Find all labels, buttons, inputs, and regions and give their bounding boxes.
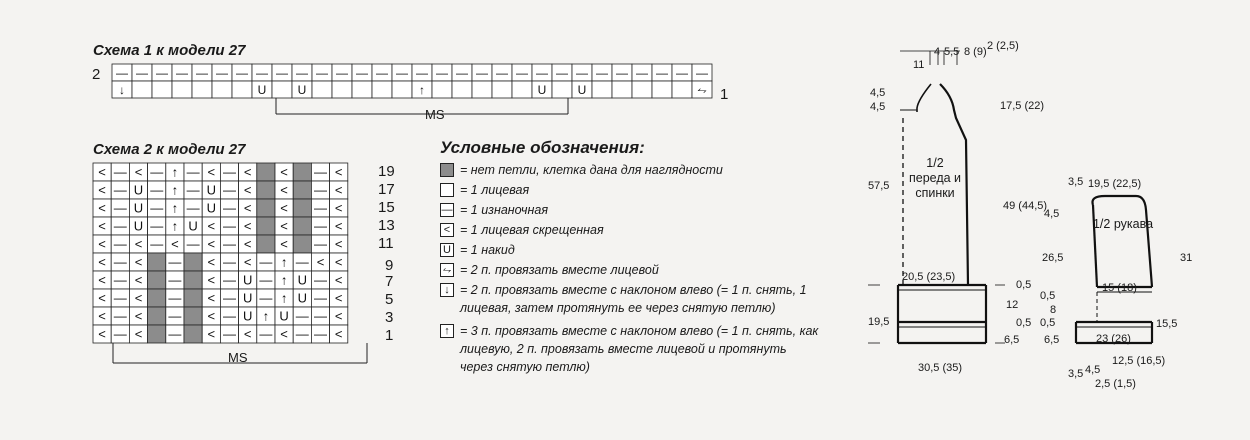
s2-cell-symbol: — (150, 236, 164, 252)
s2-cell-symbol: U (297, 290, 307, 306)
s2-cell (184, 307, 202, 325)
s2-row-11: 11 (378, 235, 394, 252)
s2-cell-symbol: — (150, 218, 164, 234)
s2-cell-symbol: — (113, 236, 127, 252)
s2-cell (293, 181, 311, 199)
body-left-575: 57,5 (868, 180, 890, 192)
s1-purl-symbol: — (256, 66, 268, 80)
scheme1-title: Схема 1 к модели 27 (93, 42, 246, 59)
s2-cell-symbol: < (243, 200, 252, 216)
s2-cell-symbol: < (334, 164, 343, 180)
s2-cell-symbol: ↑ (171, 182, 179, 198)
scheme1-ms-label: MS (425, 107, 445, 122)
body-right-12: 12 (1006, 299, 1019, 311)
s1-row1-cell (152, 81, 172, 98)
legend-item-sk2p: ↑ = 3 п. провязать вместе с наклоном влево (= 1 п. снять, как лицевую, 2 п. провязать вместе лицевой и протянуть через снятую петлю) (440, 322, 820, 376)
s2-cell-symbol: ↑ (171, 164, 179, 180)
body-right-175: 17,5 (22) (1000, 100, 1045, 112)
s1-purl-symbol: — (116, 66, 128, 80)
s2-cell (148, 307, 166, 325)
s2-cell-symbol: — (168, 326, 182, 342)
s1-purl-symbol: — (296, 66, 308, 80)
s2-cell-symbol: < (98, 272, 106, 288)
s2-cell-symbol: < (98, 182, 106, 198)
s2-cell-symbol: — (150, 200, 164, 216)
s2-cell-symbol: < (207, 326, 216, 342)
s2-cell-symbol: < (134, 308, 143, 324)
s2-cell-symbol: — (314, 308, 327, 324)
legend-item-ssk: ↓ = 2 п. провязать вместе с наклоном влево (= 1 п. снять, 1 лицевая, затем протянуть ее через снятую петлю) (440, 281, 820, 317)
s2-cell-symbol: < (280, 200, 288, 216)
s2-cell-symbol: — (186, 200, 200, 216)
legend-title: Условные обозначения: (440, 138, 645, 157)
s1-purl-symbol: — (316, 66, 328, 80)
sleeve-left-05b: 0,5 (1040, 317, 1056, 329)
s2-row-1: 1 (385, 327, 394, 344)
s2-cell-symbol: < (98, 254, 106, 270)
arrow-down-icon: ↓ (440, 283, 454, 297)
s2-cell-symbol: — (314, 326, 327, 342)
sleeve-bottom-45: 4,5 (1085, 364, 1101, 376)
body-right-49: 49 (44,5) (1003, 200, 1048, 212)
sleeve-bottom-125: 12,5 (16,5) (1112, 355, 1166, 367)
s2-cell (184, 289, 202, 307)
body-left-195: 19,5 (868, 316, 890, 328)
scheme2-ms-label: MS (228, 350, 248, 365)
s2-cell (257, 217, 275, 235)
s2-cell-symbol: < (207, 254, 216, 270)
s1-purl-symbol: — (656, 66, 668, 80)
s1-row1-cell (352, 81, 372, 98)
s1-purl-symbol: — (276, 66, 288, 80)
s2-cell-symbol: < (134, 164, 143, 180)
s2-cell-symbol: — (259, 272, 273, 288)
s1-purl-symbol: — (476, 66, 488, 80)
s2-cell-symbol: — (113, 164, 127, 180)
s1-purl-symbol: — (376, 66, 388, 80)
s1-purl-symbol: — (436, 66, 448, 80)
s1-row1-symbol: U (257, 83, 267, 97)
s2-cell (257, 181, 275, 199)
s2-cell-symbol: < (134, 290, 143, 306)
s2-cell-symbol: ↑ (280, 254, 288, 270)
s2-cell-symbol: — (186, 236, 200, 252)
s2-cell-symbol: < (334, 308, 343, 324)
s2-cell-symbol: U (243, 308, 253, 324)
s2-cell-symbol: — (295, 254, 309, 270)
s1-purl-symbol: — (536, 66, 548, 80)
s1-purl-symbol: — (516, 66, 528, 80)
s2-cell (257, 199, 275, 217)
s2-cell-symbol: — (113, 290, 127, 306)
legend-item-purl: — = 1 изнаночная (441, 203, 549, 217)
s1-purl-symbol: — (216, 66, 228, 80)
s2-cell (257, 235, 275, 253)
s2-cell-symbol: — (113, 326, 127, 342)
s2-cell-symbol: < (98, 308, 106, 324)
s2-cell-symbol: — (259, 254, 273, 270)
s2-cell-symbol: < (134, 272, 143, 288)
s1-purl-symbol: — (636, 66, 648, 80)
s1-purl-symbol: — (416, 66, 428, 80)
s2-row-13: 13 (378, 217, 395, 234)
s2-cell-symbol: — (113, 218, 127, 234)
s1-purl-symbol: — (136, 66, 148, 80)
s2-cell-symbol: — (113, 272, 127, 288)
s1-row1-symbol: U (297, 83, 307, 97)
s2-cell (148, 253, 166, 271)
s2-cell (148, 271, 166, 289)
s2-row-19: 19 (378, 163, 395, 180)
s2-cell-symbol: U (279, 308, 289, 324)
s2-cell-symbol: ↑ (280, 290, 288, 306)
s1-row1-cell (212, 81, 232, 98)
sleeve-label: 1/2 рукава (1092, 217, 1154, 231)
s2-cell-symbol: < (207, 218, 216, 234)
s1-row1-cell (392, 81, 412, 98)
s2-cell-symbol: — (314, 290, 327, 306)
s2-cell-symbol: U (243, 290, 253, 306)
s2-cell-symbol: — (168, 308, 182, 324)
s2-cell-symbol: — (223, 326, 236, 342)
s2-cell-symbol: — (113, 200, 127, 216)
s1-purl-symbol: — (456, 66, 468, 80)
s1-row1-cell (232, 81, 252, 98)
s2-cell-symbol: — (223, 218, 236, 234)
s1-row1-symbol: ⥊ (697, 83, 707, 97)
s2-cell-symbol: — (259, 326, 273, 342)
sleeve-left-05a: 0,5 (1040, 290, 1056, 302)
s1-purl-symbol: — (696, 66, 708, 80)
s1-row1-cell (472, 81, 492, 98)
s2-cell-symbol: — (223, 200, 236, 216)
s2-row-15: 15 (378, 199, 395, 216)
sleeve-bottom-25: 2,5 (1,5) (1095, 378, 1136, 390)
s2-cell-symbol: < (334, 182, 343, 198)
s2-cell (293, 199, 311, 217)
s2-cell-symbol: < (98, 200, 106, 216)
s1-row1-cell (652, 81, 672, 98)
s1-purl-symbol: — (156, 66, 168, 80)
legend-item-crossed: < = 1 лицевая скрещенная (440, 221, 604, 239)
body-top-2: 2 (2,5) (987, 40, 1019, 52)
s1-purl-symbol: — (356, 66, 368, 80)
s2-cell-symbol: < (334, 272, 343, 288)
s2-cell (293, 163, 311, 181)
arrow-up-icon: ↑ (440, 324, 454, 338)
s2-cell-symbol: < (243, 326, 252, 342)
scheme1-row-label-2: 2 (92, 66, 101, 83)
legend-item-no-stitch: = нет петли, клетка дана для наглядности (440, 161, 723, 179)
s1-purl-symbol: — (236, 66, 248, 80)
s2-cell (148, 289, 166, 307)
scheme2-title: Схема 2 к модели 27 (93, 141, 246, 158)
scheme2-grid (93, 163, 367, 363)
s1-purl-symbol: — (596, 66, 608, 80)
s2-row-9: 9 (385, 257, 394, 274)
s2-cell (257, 163, 275, 181)
s2-cell-symbol: < (243, 182, 252, 198)
s2-cell-symbol: U (133, 200, 144, 216)
sleeve-left-265: 26,5 (1042, 252, 1064, 264)
s2-cell-symbol: < (134, 236, 143, 252)
s1-row1-cell (672, 81, 692, 98)
sleeve-top-35: 3,5 (1068, 176, 1084, 188)
s1-row1-symbol: U (577, 83, 587, 97)
sleeve-left-65: 6,5 (1044, 334, 1060, 346)
s2-cell-symbol: U (188, 218, 198, 234)
s2-cell-symbol: < (280, 236, 288, 252)
s2-cell-symbol: < (280, 164, 288, 180)
s1-row1-cell (612, 81, 632, 98)
s1-row1-cell (432, 81, 452, 98)
sleeve-bottom-35: 3,5 (1068, 368, 1084, 380)
s1-row1-cell (132, 81, 152, 98)
s2-cell-symbol: — (113, 182, 127, 198)
s2-cell-symbol: — (223, 164, 236, 180)
s1-row1-cell (172, 81, 192, 98)
body-left-45b: 4,5 (870, 101, 886, 113)
s2-cell-symbol: < (334, 200, 343, 216)
s2-cell-symbol: — (150, 164, 164, 180)
less-than-icon: < (440, 223, 454, 237)
sleeve-lower: 23 (26) (1096, 333, 1131, 345)
s2-cell-symbol: U (206, 182, 216, 198)
sleeve-top-195: 19,5 (22,5) (1088, 178, 1142, 190)
s2-cell (184, 325, 202, 343)
s2-cell-symbol: — (314, 182, 327, 198)
s2-cell-symbol: — (186, 164, 200, 180)
s1-purl-symbol: — (576, 66, 588, 80)
dash-icon: — (441, 204, 453, 216)
s2-cell-symbol: < (280, 182, 288, 198)
s2-cell-symbol: — (113, 308, 127, 324)
s2-cell-symbol: — (223, 182, 236, 198)
legend-item-knit: = 1 лицевая (440, 181, 529, 199)
s2-cell-symbol: U (133, 218, 144, 234)
s2-cell-symbol: — (223, 236, 236, 252)
s2-cell-symbol: — (314, 272, 327, 288)
s1-purl-symbol: — (496, 66, 508, 80)
s2-cell-symbol: U (133, 182, 144, 198)
s2-cell-symbol: < (243, 254, 252, 270)
body-bottom: 30,5 (35) (918, 362, 963, 374)
s2-cell-symbol: < (243, 236, 252, 252)
body-label: 1/2 переда и спинки (908, 156, 962, 200)
s1-purl-symbol: — (676, 66, 688, 80)
scheme1-row-label-1: 1 (720, 86, 729, 103)
s2-cell-symbol: < (171, 236, 179, 252)
s1-row1-cell (632, 81, 652, 98)
body-top-11: 11 (913, 59, 925, 71)
s2-cell-symbol: < (207, 164, 216, 180)
sleeve-right-31: 31 (1180, 252, 1193, 264)
sleeve-left-8: 8 (1050, 304, 1057, 316)
s2-cell-symbol: — (168, 272, 182, 288)
s2-cell-symbol: — (168, 254, 182, 270)
s2-cell-symbol: < (207, 236, 216, 252)
s2-cell-symbol: — (314, 218, 327, 234)
s2-cell (148, 325, 166, 343)
s2-cell-symbol: ↑ (171, 200, 179, 216)
s2-cell-symbol: < (207, 308, 216, 324)
body-right-05a: 0,5 (1016, 279, 1032, 291)
s2-cell-symbol: < (280, 326, 288, 342)
s2-cell-symbol: — (295, 308, 309, 324)
s2-row-3: 3 (385, 309, 394, 326)
s2-cell-symbol: < (98, 290, 106, 306)
s2-cell (184, 271, 202, 289)
s1-row1-cell (372, 81, 392, 98)
s2-cell-symbol: < (243, 164, 252, 180)
grey-cell-icon (440, 163, 454, 177)
s2-cell-symbol: — (314, 236, 327, 252)
s1-row1-symbol: ↑ (419, 83, 425, 97)
s2-cell-symbol: — (186, 182, 200, 198)
s2-row-17: 17 (378, 181, 395, 198)
sleeve-left-45: 4,5 (1044, 208, 1060, 220)
s2-cell-symbol: < (207, 290, 216, 306)
body-chest: 20,5 (23,5) (902, 271, 956, 283)
s2-cell-symbol: — (223, 272, 236, 288)
s2-cell-symbol: < (134, 254, 143, 270)
s2-cell-symbol: — (259, 290, 273, 306)
sleeve-right-155: 15,5 (1156, 318, 1178, 330)
u-icon: U (440, 243, 454, 257)
s2-cell-symbol: ↑ (171, 218, 179, 234)
s1-row1-cell (592, 81, 612, 98)
s2-cell-symbol: — (168, 290, 182, 306)
s1-row1-cell (492, 81, 512, 98)
s1-purl-symbol: — (396, 66, 408, 80)
s2-cell (293, 217, 311, 235)
legend-item-yarnover: U = 1 накид (440, 241, 515, 259)
s1-row1-cell (192, 81, 212, 98)
s2-cell-symbol: ↑ (280, 272, 288, 288)
k2tog-icon: ⥊ (440, 263, 454, 277)
body-top-55: 5,5 (944, 46, 960, 58)
s1-purl-symbol: — (616, 66, 628, 80)
s2-cell-symbol: < (98, 218, 106, 234)
scheme1-grid (112, 64, 712, 114)
s1-row1-cell (552, 81, 572, 98)
s1-purl-symbol: — (196, 66, 208, 80)
body-left-45a: 4,5 (870, 87, 886, 99)
s1-row1-cell (272, 81, 292, 98)
s2-cell-symbol: < (334, 254, 343, 270)
s2-cell-symbol: < (334, 290, 343, 306)
s2-cell-symbol: — (150, 182, 164, 198)
s1-row1-cell (332, 81, 352, 98)
s2-cell-symbol: U (206, 200, 216, 216)
sleeve-upper: 15 (18) (1102, 282, 1137, 294)
s2-cell-symbol: — (314, 200, 327, 216)
s1-row1-cell (512, 81, 532, 98)
s2-cell-symbol: < (334, 218, 343, 234)
s1-purl-symbol: — (336, 66, 348, 80)
s2-cell-symbol: < (316, 254, 325, 270)
s1-purl-symbol: — (176, 66, 188, 80)
s2-cell-symbol: — (223, 308, 236, 324)
s1-row1-symbol: ↓ (119, 83, 125, 97)
s2-cell-symbol: U (297, 272, 307, 288)
s1-row1-symbol: U (537, 83, 547, 97)
s2-cell-symbol: U (243, 272, 253, 288)
s1-purl-symbol: — (556, 66, 568, 80)
s2-cell-symbol: ↑ (262, 308, 270, 324)
s2-cell-symbol: — (295, 326, 309, 342)
s2-cell-symbol: < (98, 326, 106, 342)
s2-cell-symbol: < (334, 326, 343, 342)
body-right-65: 6,5 (1004, 334, 1020, 346)
s2-cell-symbol: < (243, 218, 252, 234)
s2-cell-symbol: — (314, 164, 327, 180)
body-right-05b: 0,5 (1016, 317, 1032, 329)
s2-cell-symbol: < (98, 236, 106, 252)
s2-cell-symbol: — (113, 254, 127, 270)
s2-cell-symbol: — (223, 254, 236, 270)
s2-cell-symbol: < (98, 164, 106, 180)
s1-row1-cell (452, 81, 472, 98)
s2-cell (184, 253, 202, 271)
s2-row-7: 7 (385, 273, 394, 290)
s2-cell-symbol: < (280, 218, 288, 234)
s2-cell-symbol: < (134, 326, 143, 342)
s2-cell-symbol: — (223, 290, 236, 306)
s2-cell-symbol: < (207, 272, 216, 288)
legend-item-k2tog: ⥊ = 2 п. провязать вместе лицевой (440, 261, 659, 279)
s2-cell (293, 235, 311, 253)
s2-cell-symbol: < (334, 236, 343, 252)
s2-row-5: 5 (385, 291, 394, 308)
s1-row1-cell (312, 81, 332, 98)
body-top-4: 4 (934, 46, 941, 58)
body-top-8: 8 (9) (964, 46, 987, 58)
empty-cell-icon (440, 183, 454, 197)
